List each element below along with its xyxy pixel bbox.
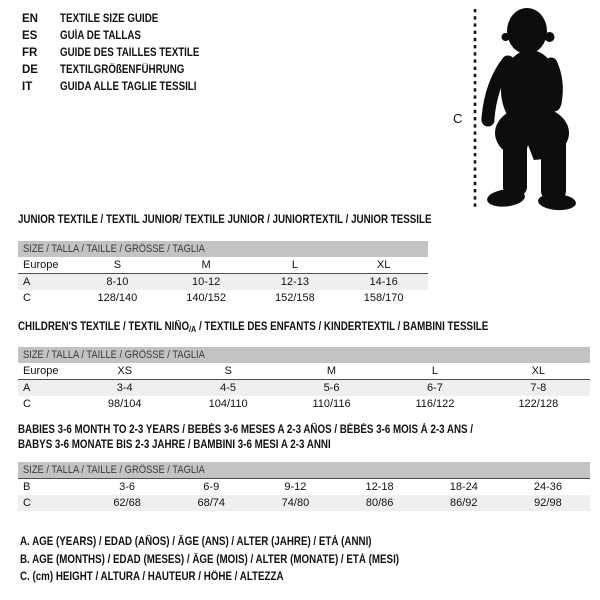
cell: XL	[376, 259, 391, 271]
language-item-it	[22, 79, 224, 96]
table-row-height	[18, 396, 590, 412]
cell: L	[291, 259, 298, 271]
language-item-fr	[22, 45, 224, 62]
cell: 10-12	[192, 276, 221, 288]
cell: 24-36	[533, 481, 563, 493]
cell: 68/74	[197, 497, 226, 509]
junior-table-title: JUNIOR TEXTILE / TEXTIL JUNIOR/ TEXTILE JUNIOR / JUNIORTEXTIL / JUNIOR TESSILE	[18, 214, 432, 226]
cell: 158/170	[363, 292, 404, 304]
row-label: A	[23, 382, 31, 394]
cell: M	[326, 365, 337, 377]
cell: 12-13	[280, 276, 309, 288]
row-label: Europe	[23, 259, 59, 271]
cell: 8-10	[106, 276, 129, 288]
cell: 3-6	[119, 481, 136, 493]
table-row-height	[18, 495, 590, 511]
cell: 98/104	[107, 398, 142, 410]
cell: 152/158	[274, 292, 315, 304]
language-code: IT	[22, 81, 33, 93]
table-row-height	[18, 290, 428, 306]
size-table-babies	[18, 462, 590, 511]
babies-table-title: BABIES 3-6 MONTH TO 2-3 YEARS / BEBÉS 3-6 MESES A 2-3 AÑOS / BÉBÉS 3-6 MOIS À 2-3 ANS / BABYS 3-6 MONATE BIS 2-3 JAHRE / BAMBINI 3-6 MESI A 2-3 ANNI	[18, 424, 474, 451]
table-row-europe	[18, 363, 590, 379]
language-list	[22, 11, 224, 96]
cell: XL	[531, 365, 546, 377]
cell: S	[113, 259, 122, 271]
language-item-es	[22, 28, 224, 45]
row-label: C	[23, 497, 31, 509]
language-label: GUIDA ALLE TAGLIE TESSILI	[60, 81, 197, 93]
height-measure-figure	[440, 4, 585, 212]
cell: 86/92	[450, 497, 478, 509]
size-header-bar: SIZE / TALLA / TAILLE / GRÖSSE / TAGLIA	[18, 241, 428, 257]
cell: 14-16	[369, 276, 398, 288]
footnotes	[20, 534, 466, 587]
cell: 140/152	[186, 292, 226, 304]
language-label: TEXTILE SIZE GUIDE	[60, 13, 159, 25]
table-row-age	[18, 379, 590, 396]
cell: 80/86	[365, 497, 394, 509]
language-item-en	[22, 11, 224, 28]
language-code: ES	[22, 30, 38, 42]
language-code: DE	[22, 64, 38, 76]
language-label: TEXTILGRÖßENFÜHRUNG	[60, 64, 185, 76]
cell: 122/128	[518, 398, 559, 410]
cell: 74/80	[281, 497, 310, 509]
row-label: C	[23, 292, 31, 304]
table-row-age	[18, 273, 428, 290]
cell: 3-4	[116, 382, 133, 394]
cell: S	[224, 365, 232, 377]
table-row-age-months	[18, 478, 590, 495]
cell: 12-18	[365, 481, 394, 493]
title-subscript: /A	[189, 324, 197, 334]
cell: 116/122	[415, 398, 455, 410]
cell: 92/98	[534, 497, 562, 509]
cell: 7-8	[530, 382, 547, 394]
height-label: C	[453, 111, 463, 126]
cell: 104/110	[208, 398, 248, 410]
cell: 110/116	[312, 398, 351, 410]
cell: 5-6	[323, 382, 340, 394]
language-code: FR	[22, 47, 38, 59]
footnote-age-months: B. AGE (MONTHS) / EDAD (MESES) / ÂGE (MOIS) / ALTER (MONATE) / ETÀ (MESI)	[20, 553, 400, 566]
size-header-bar: SIZE / TALLA / TAILLE / GRÖSSE / TAGLIA	[18, 347, 590, 363]
row-label: A	[23, 276, 31, 288]
cell: 128/140	[97, 292, 138, 304]
cell: 6-9	[203, 481, 220, 493]
cell: 6-7	[426, 382, 443, 394]
cell: XS	[117, 365, 133, 377]
size-table-children	[18, 347, 590, 412]
cell: 9-12	[284, 481, 307, 493]
footnote-age-years: A. AGE (YEARS) / EDAD (AÑOS) / ÂGE (ANS) / ALTER (JAHRE) / ETÀ (ANNI)	[20, 536, 372, 548]
size-table-junior	[18, 241, 428, 306]
language-label: GUÍA DE TALLAS	[60, 30, 141, 42]
row-label: B	[23, 481, 31, 493]
cell: 62/68	[113, 497, 141, 509]
cell: 18-24	[449, 481, 478, 493]
children-table-title: CHILDREN'S TEXTILE / TEXTIL NIÑO/A / TEXTILE DES ENFANTS / KINDERTEXTIL / BAMBINI TESSILE	[18, 321, 489, 334]
language-item-de	[22, 62, 224, 79]
cell: 4-5	[220, 382, 237, 394]
footnote-height: C. (cm) HEIGHT / ALTURA / HAUTEUR / HÖHE / ALTEZZA	[20, 571, 284, 583]
cell: L	[431, 365, 438, 377]
cell: M	[201, 259, 211, 271]
size-header-bar: SIZE / TALLA / TAILLE / GRÖSSE / TAGLIA	[18, 462, 590, 478]
language-label: GUIDE DES TAILLES TEXTILE	[60, 47, 200, 59]
row-label: C	[23, 398, 31, 410]
language-code: EN	[22, 13, 38, 25]
table-row-europe	[18, 257, 428, 273]
toddler-silhouette-icon	[482, 8, 577, 211]
row-label: Europe	[23, 365, 59, 377]
